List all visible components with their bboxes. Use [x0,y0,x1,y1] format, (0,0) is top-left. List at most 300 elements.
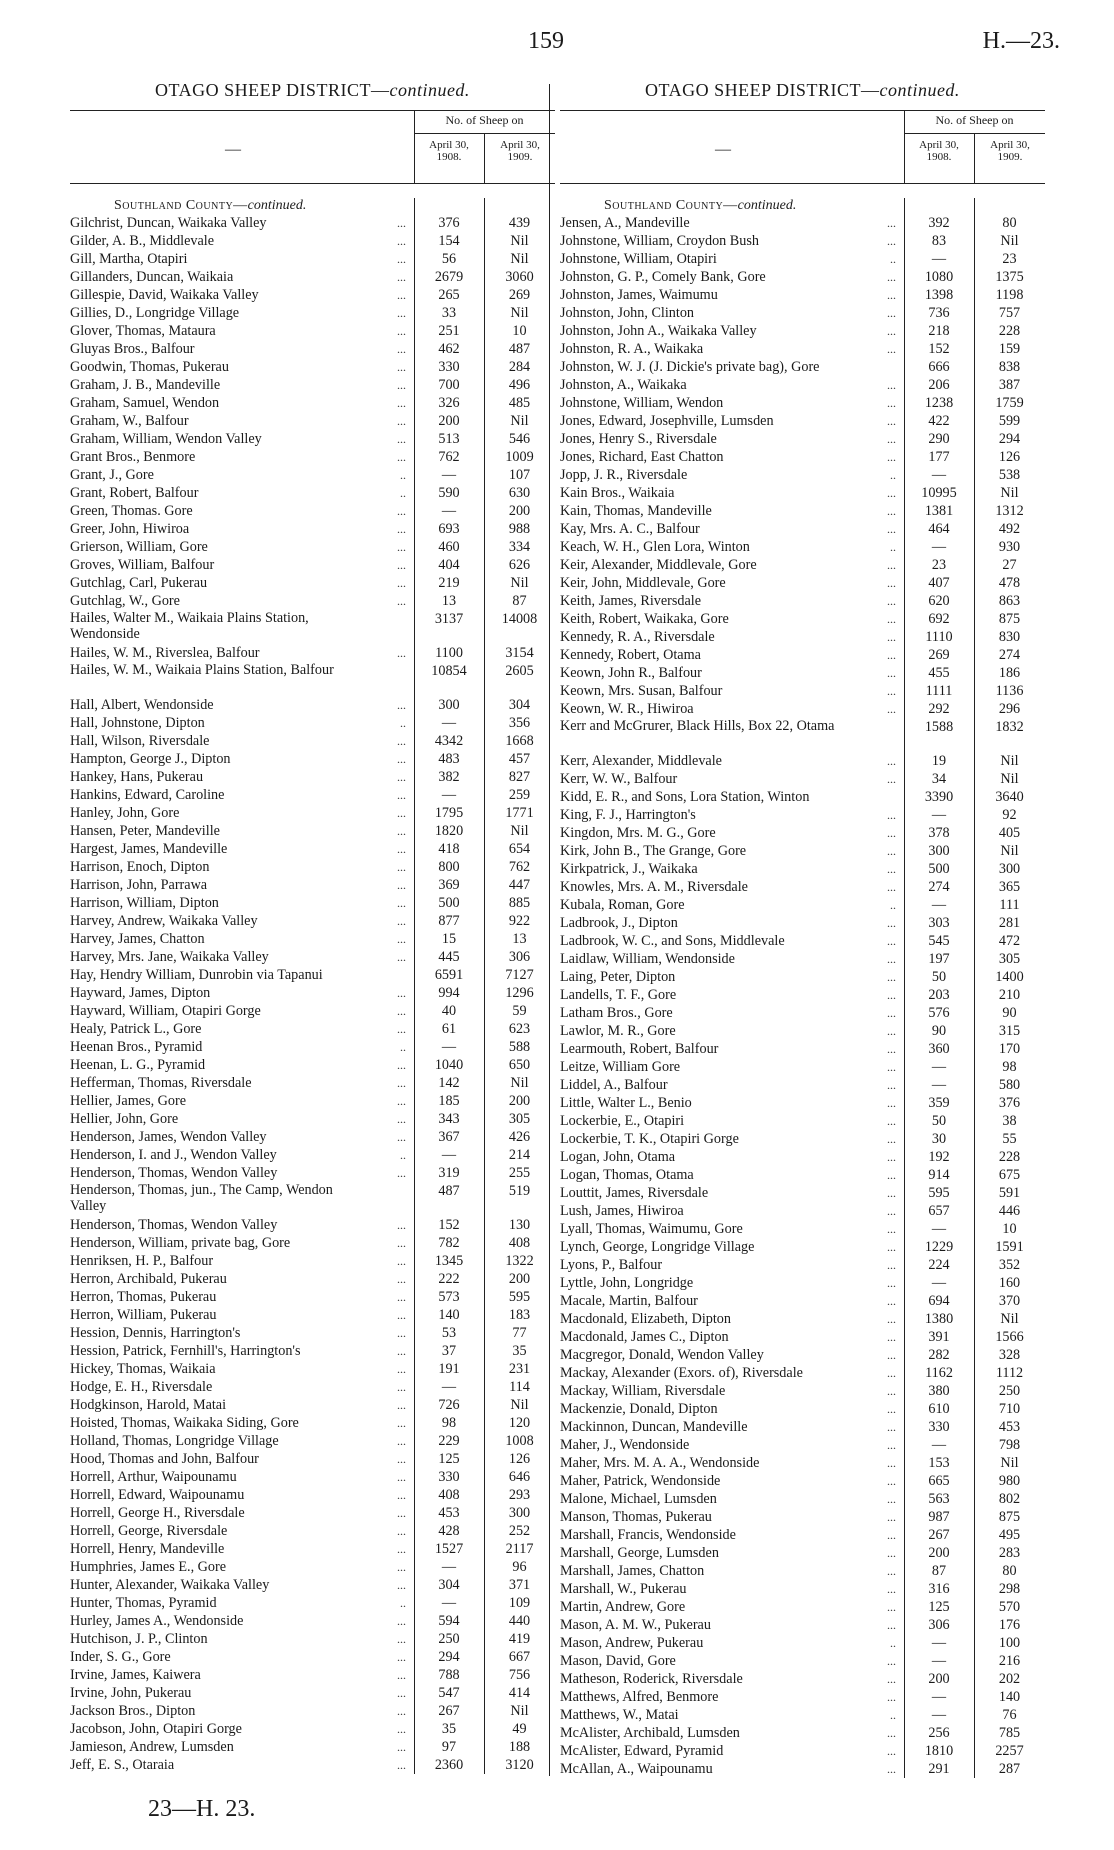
leader-dots: ... [887,1294,896,1308]
sheep-1909: 1136 [995,683,1024,699]
table-row [70,358,555,376]
owner-name: Gluyas Bros., Balfour [70,341,195,357]
table-row [70,286,555,304]
table-row [70,322,555,340]
owner-name: Inder, S. G., Gore [70,1649,171,1665]
sheep-1909: 259 [508,787,531,803]
sheep-1908: 500 [928,861,950,877]
table-row [70,876,555,894]
owner-name: Jones, Henry S., Riversdale [560,431,717,447]
sheep-1909: 228 [998,323,1021,339]
leader-dots: ... [887,450,896,464]
sheep-1909: 109 [508,1595,531,1611]
sheep-1908: 987 [928,1509,950,1525]
owner-name: Johnston, A., Waikaka [560,377,687,393]
owner-name: Keir, John, Middlevale, Gore [560,575,726,591]
table-row [70,858,555,876]
table-row [70,304,555,322]
leader-dots: ... [887,342,896,356]
leader-dots: ... [887,1168,896,1182]
sheep-1909: 988 [508,521,531,537]
leader-dots: ... [397,234,406,248]
table-row [560,1472,1045,1490]
owner-name: Lush, James, Hiwiroa [560,1203,684,1219]
sheep-1908: 30 [931,1131,947,1147]
sheep-1908: 1162 [925,1365,953,1381]
leader-dots: ... [397,432,406,446]
sheep-1909: 595 [508,1289,531,1305]
owner-name: Hankey, Hans, Pukerau [70,769,204,785]
table-row [560,502,1045,520]
owner-name: Gillanders, Duncan, Waikaia [70,269,234,285]
owner-name: Henderson, Thomas, Wendon Valley [70,1165,278,1181]
leader-dots: ... [887,324,896,338]
leader-dots: .. [890,540,896,554]
sheep-1909: 140 [998,1689,1021,1705]
sheep-1909: 405 [998,825,1021,841]
sheep-1908: 153 [928,1455,950,1471]
leader-dots: ... [887,558,896,572]
table-row [560,592,1045,610]
leader-dots: ... [887,1240,896,1254]
sheep-1909: 447 [508,877,531,893]
leader-dots: ... [397,1076,406,1090]
sheep-1908: 330 [438,1469,460,1485]
owner-name: Johnston, James, Waimumu [560,287,718,303]
sheep-1909: 580 [998,1077,1021,1093]
owner-name: Harvey, James, Chatton [70,931,205,947]
leader-dots: ... [397,1326,406,1340]
sheep-1908: 2679 [434,269,464,285]
owner-name: Gilder, A. B., Middlevale [70,233,215,249]
table-row [560,932,1045,950]
sheep-1909: 546 [508,431,531,447]
sheep-1909: 827 [508,769,531,785]
sheep-1909: 1322 [505,1253,534,1269]
sheep-1908: 418 [438,841,460,857]
owner-name: Hodgkinson, Harold, Matai [70,1397,227,1413]
sheep-1909: 863 [998,593,1021,609]
sheep-1908: 1527 [434,1541,464,1557]
leader-dots [850,358,904,376]
owner-name: Holland, Thomas, Longridge Village [70,1433,279,1449]
owner-name: Hanley, John, Gore [70,805,180,821]
leader-dots: ... [397,1452,406,1466]
owner-name: Learmouth, Robert, Balfour [560,1041,719,1057]
owner-name: Kerr and McGrurer, Black Hills, Box 22, Otama [560,718,835,734]
sheep-1909: 376 [998,1095,1021,1111]
sheep-1909: Nil [1000,753,1019,769]
owner-name: Graham, William, Wendon Valley [70,431,262,447]
table-row [560,304,1045,322]
table-row [70,1146,555,1164]
sheep-1909: Nil [1000,843,1019,859]
owner-name: Grant, Robert, Balfour [70,485,199,501]
owner-name: Hailes, W. M., Waikaia Plains Station, Balfour [70,662,334,678]
owner-name: Jones, Richard, East Chatton [560,449,724,465]
sheep-1908: 35 [441,1721,457,1737]
table-row [560,232,1045,250]
table-row [70,1414,555,1432]
sheep-1909: Nil [510,305,529,321]
owner-name: Laing, Peter, Dipton [560,969,676,985]
sheep-1908: 300 [928,843,950,859]
table-row [560,1184,1045,1202]
table-row [560,1292,1045,1310]
sheep-1908: 1381 [924,503,954,519]
sheep-1909: 3154 [505,645,534,661]
sheep-1909: 23 [1002,251,1017,267]
sheep-1908: 1820 [434,823,464,839]
table-row [560,358,1045,376]
owner-name: Marshall, W., Pukerau [560,1581,687,1597]
table-row [70,610,555,644]
sheep-1909: 202 [998,1671,1021,1687]
sheep-1908: 762 [438,449,460,465]
leader-dots: ... [887,684,896,698]
sheep-1909: 111 [999,897,1020,913]
table-row [560,1400,1045,1418]
leader-dots: ... [397,646,406,660]
sheep-1908: 1345 [434,1253,464,1269]
leader-dots: ... [397,986,406,1000]
table-row [560,1724,1045,1742]
sheep-1908: — [441,503,457,519]
leader-dots: ... [397,1650,406,1664]
table-row [70,1128,555,1146]
sheep-1908: 61 [441,1021,457,1037]
table-row [560,610,1045,628]
sheep-1908: 154 [438,233,460,249]
leader-dots: ... [397,216,406,230]
owner-name: Mason, David, Gore [560,1653,676,1669]
sheep-1909: 1198 [995,287,1024,303]
leader-dots: ... [887,1690,896,1704]
owner-name: Hession, Dennis, Harrington's [70,1325,241,1341]
sheep-1908: — [931,1635,947,1651]
sheep-1909: 35 [512,1343,527,1359]
owner-name: Marshall, George, Lumsden [560,1545,719,1561]
leader-dots: ... [887,1546,896,1560]
table-row [560,752,1045,770]
sheep-1908: 10995 [921,485,957,501]
leader-dots: ... [397,252,406,266]
table-row [560,340,1045,358]
owner-name: Johnstone, William, Wendon [560,395,724,411]
owner-name: Herron, Thomas, Pukerau [70,1289,217,1305]
table-row [560,268,1045,286]
table-row [560,986,1045,1004]
owner-name: Johnstone, William, Croydon Bush [560,233,759,249]
table-row [70,696,555,714]
leader-dots: ... [397,450,406,464]
owner-name: Hailes, Walter M., Waikaia Plains Station, Wendonside [70,610,309,642]
leader-dots: ... [887,1330,896,1344]
table-row [560,878,1045,896]
sheep-1908: 460 [438,539,460,555]
owner-name: Henderson, I. and J., Wendon Valley [70,1147,277,1163]
owner-name: Hall, Albert, Wendonside [70,697,214,713]
sheep-1909: 472 [998,933,1021,949]
sheep-1909: 623 [508,1021,531,1037]
sheep-1908: 700 [438,377,460,393]
owner-name: Keown, Mrs. Susan, Balfour [560,683,723,699]
table-row [70,1468,555,1486]
sheep-1908: 994 [438,985,460,1001]
leader-dots: ... [397,698,406,712]
table-row [560,1544,1045,1562]
sheep-1909: 283 [998,1545,1021,1561]
sheep-1908: 200 [928,1671,950,1687]
owner-name: Keown, John R., Balfour [560,665,702,681]
leader-dots: ... [397,896,406,910]
table-row [70,1324,555,1342]
leader-dots: ... [397,1416,406,1430]
sheep-1909: 159 [998,341,1021,357]
table-row [70,768,555,786]
sheep-1909: 646 [508,1469,531,1485]
sheep-1909: 798 [998,1437,1021,1453]
left-column [70,80,555,1774]
sheep-1908: 269 [928,647,950,663]
sheep-1909: 570 [998,1599,1021,1615]
table-row [70,1306,555,1324]
leader-dots: ... [887,1600,896,1614]
table-row [70,1702,555,1720]
leader-dots: .. [400,468,406,482]
sheep-1909: 757 [998,305,1021,321]
owner-name: Hayward, William, Otapiri Gorge [70,1003,261,1019]
owner-name: Jackson Bros., Dipton [70,1703,196,1719]
sheep-1909: 371 [508,1577,531,1593]
sheep-1908: — [931,1653,947,1669]
district-title: OTAGO SHEEP DISTRICT—continued. [155,80,470,100]
sheep-1909: 90 [1002,1005,1017,1021]
sheep-1909: 1296 [505,985,534,1001]
table-row [560,1346,1045,1364]
sheep-1908: 274 [928,879,950,895]
page-number: 159 [528,28,564,54]
owner-name: Malone, Michael, Lumsden [560,1491,717,1507]
sheep-1908: 2360 [434,1757,464,1773]
owner-name: Irvine, James, Kaiwera [70,1667,201,1683]
table-row [560,950,1045,968]
table-row [70,1378,555,1396]
owner-name: Gill, Martha, Otapiri [70,251,188,267]
leader-dots: ... [397,1112,406,1126]
sheep-1908: 304 [438,1577,460,1593]
sheep-1908: 408 [438,1487,460,1503]
table-row [70,502,555,520]
sheep-1908: 391 [928,1329,950,1345]
owner-name: Henderson, Thomas, jun., The Camp, Wendon Valley [70,1182,333,1214]
owner-name: Heenan, L. G., Pyramid [70,1057,206,1073]
sheep-1908: 610 [928,1401,950,1417]
owner-name: Little, Walter L., Benio [560,1095,692,1111]
sheep-1908: 800 [438,859,460,875]
sheep-1908: 316 [928,1581,950,1597]
sheep-1909: 200 [508,503,531,519]
table-row [70,1738,555,1756]
table-row [560,896,1045,914]
sheep-1909: 80 [1002,1563,1017,1579]
table-row [70,1234,555,1252]
table-row [560,788,1045,806]
sheep-1908: 343 [438,1111,460,1127]
table-row [70,592,555,610]
table-row [560,682,1045,700]
sheep-1909: 281 [998,915,1021,931]
sheep-1908: 10854 [431,663,467,679]
table-row [70,340,555,358]
table-row [560,1634,1045,1652]
sheep-1909: 296 [998,701,1021,717]
sheep-1908: 3137 [434,611,464,627]
owner-name: Lockerbie, T. K., Otapiri Gorge [560,1131,739,1147]
owner-name: Graham, W., Balfour [70,413,189,429]
table-row [70,1002,555,1020]
sheep-1908: 191 [438,1361,460,1377]
sheep-1909: 2257 [995,1743,1024,1759]
table-row [560,664,1045,682]
owner-name: Hall, Wilson, Riversdale [70,733,210,749]
sheep-1908: 453 [438,1505,460,1521]
owner-name: Gutchlag, W., Gore [70,593,180,609]
owner-name: Leitze, William Gore [560,1059,681,1075]
leader-dots: ... [397,788,406,802]
sheep-1908: 576 [928,1005,950,1021]
owner-name: Gilchrist, Duncan, Waikaka Valley [70,215,267,231]
sheep-1908: 464 [928,521,950,537]
sheep-1908: 218 [928,323,950,339]
owner-name: Logan, John, Otama [560,1149,676,1165]
table-row [70,1504,555,1522]
sheep-1909: 252 [508,1523,531,1539]
owner-name: Henderson, William, private bag, Gore [70,1235,291,1251]
leader-dots [360,662,414,696]
sheep-1908: — [931,807,947,823]
owner-name: Herron, William, Pukerau [70,1307,217,1323]
sheep-1909: 334 [508,539,531,555]
sheep-1909: 305 [508,1111,531,1127]
sheep-1909: 387 [998,377,1021,393]
table-row [70,912,555,930]
county-heading: Southland County—continued. [114,198,307,213]
leader-dots: .. [890,468,896,482]
sheep-1908: — [931,1077,947,1093]
leader-dots: ... [887,1132,896,1146]
owner-name: Landells, T. F., Gore [560,987,677,1003]
sheep-1909: 630 [508,485,531,501]
table-row [70,966,555,984]
sheep-1908: 23 [931,557,947,573]
owner-name: Horrell, George, Riversdale [70,1523,228,1539]
leader-dots: ... [887,1276,896,1290]
owner-name: Laidlaw, William, Wendonside [560,951,735,967]
owner-name: Henriksen, H. P., Balfour [70,1253,214,1269]
sheep-1909: 487 [508,341,531,357]
leader-dots: ... [397,914,406,928]
table-row [70,714,555,732]
sheep-1909: 255 [508,1165,531,1181]
leader-dots: ... [397,378,406,392]
leader-dots: ... [397,540,406,554]
sheep-1908: 692 [928,611,950,627]
sheep-1909: 107 [508,467,531,483]
owner-name: Keith, James, Riversdale [560,593,702,609]
table-row [70,430,555,448]
table-row [70,1270,555,1288]
sheep-1909: 830 [998,629,1021,645]
sheep-1909: 55 [1002,1131,1017,1147]
sheep-1908: — [441,1147,457,1163]
sheep-1908: 192 [928,1149,950,1165]
owner-name: Matthews, W., Matai [560,1707,679,1723]
page-footer: 23—H. 23. [148,1796,256,1822]
sheep-1909: 126 [508,1451,531,1467]
table-row [70,750,555,768]
table-row [560,914,1045,932]
sheep-1908: — [931,467,947,483]
sheep-1908: — [441,715,457,731]
sheep-1909: 667 [508,1649,531,1665]
leader-dots: ... [887,486,896,500]
sheep-1909: 875 [998,611,1021,627]
leader-dots: ... [397,1272,406,1286]
sheep-1908: 4342 [434,733,464,749]
leader-dots: ... [887,1186,896,1200]
sheep-1908: 330 [928,1419,950,1435]
sheep-1909: 591 [998,1185,1021,1201]
sheep-1909: Nil [1000,771,1019,787]
sheep-1908: 404 [438,557,460,573]
sheep-1908: 657 [928,1203,950,1219]
sheep-1909: 49 [512,1721,527,1737]
sheep-1908: — [931,897,947,913]
leader-dots: .. [400,1148,406,1162]
leader-dots: ... [397,1578,406,1592]
table-row [70,520,555,538]
sheep-1908: 37 [441,1343,457,1359]
owner-name: Greer, John, Hiwiroa [70,521,190,537]
owner-name: McAlister, Archibald, Lumsden [560,1725,740,1741]
owner-name: Heenan Bros., Pyramid [70,1039,203,1055]
owner-name: Kain Bros., Waikaia [560,485,675,501]
leader-dots: ... [397,342,406,356]
sheep-1908: 282 [928,1347,950,1363]
owner-name: Hankins, Edward, Caroline [70,787,225,803]
sheep-1908: 445 [438,949,460,965]
owner-name: Hunter, Thomas, Pyramid [70,1595,217,1611]
sheep-1908: 483 [438,751,460,767]
sheep-1908: 222 [438,1271,460,1287]
table-row [560,1112,1045,1130]
table-row [70,412,555,430]
table-row [70,1612,555,1630]
owner-name: Hickey, Thomas, Waikaia [70,1361,216,1377]
owner-name: Ladbrook, W. C., and Sons, Middlevale [560,933,785,949]
leader-dots: ... [887,306,896,320]
table-row [70,1182,555,1216]
sheep-1908: — [441,1595,457,1611]
sheep-1909: 538 [998,467,1021,483]
owner-name: Harrison, Enoch, Dipton [70,859,210,875]
sheep-1908: 513 [438,431,460,447]
sheep-1909: 457 [508,751,531,767]
leader-dots: ... [397,1362,406,1376]
leader-dots: ... [887,844,896,858]
owner-name: Liddel, A., Balfour [560,1077,668,1093]
